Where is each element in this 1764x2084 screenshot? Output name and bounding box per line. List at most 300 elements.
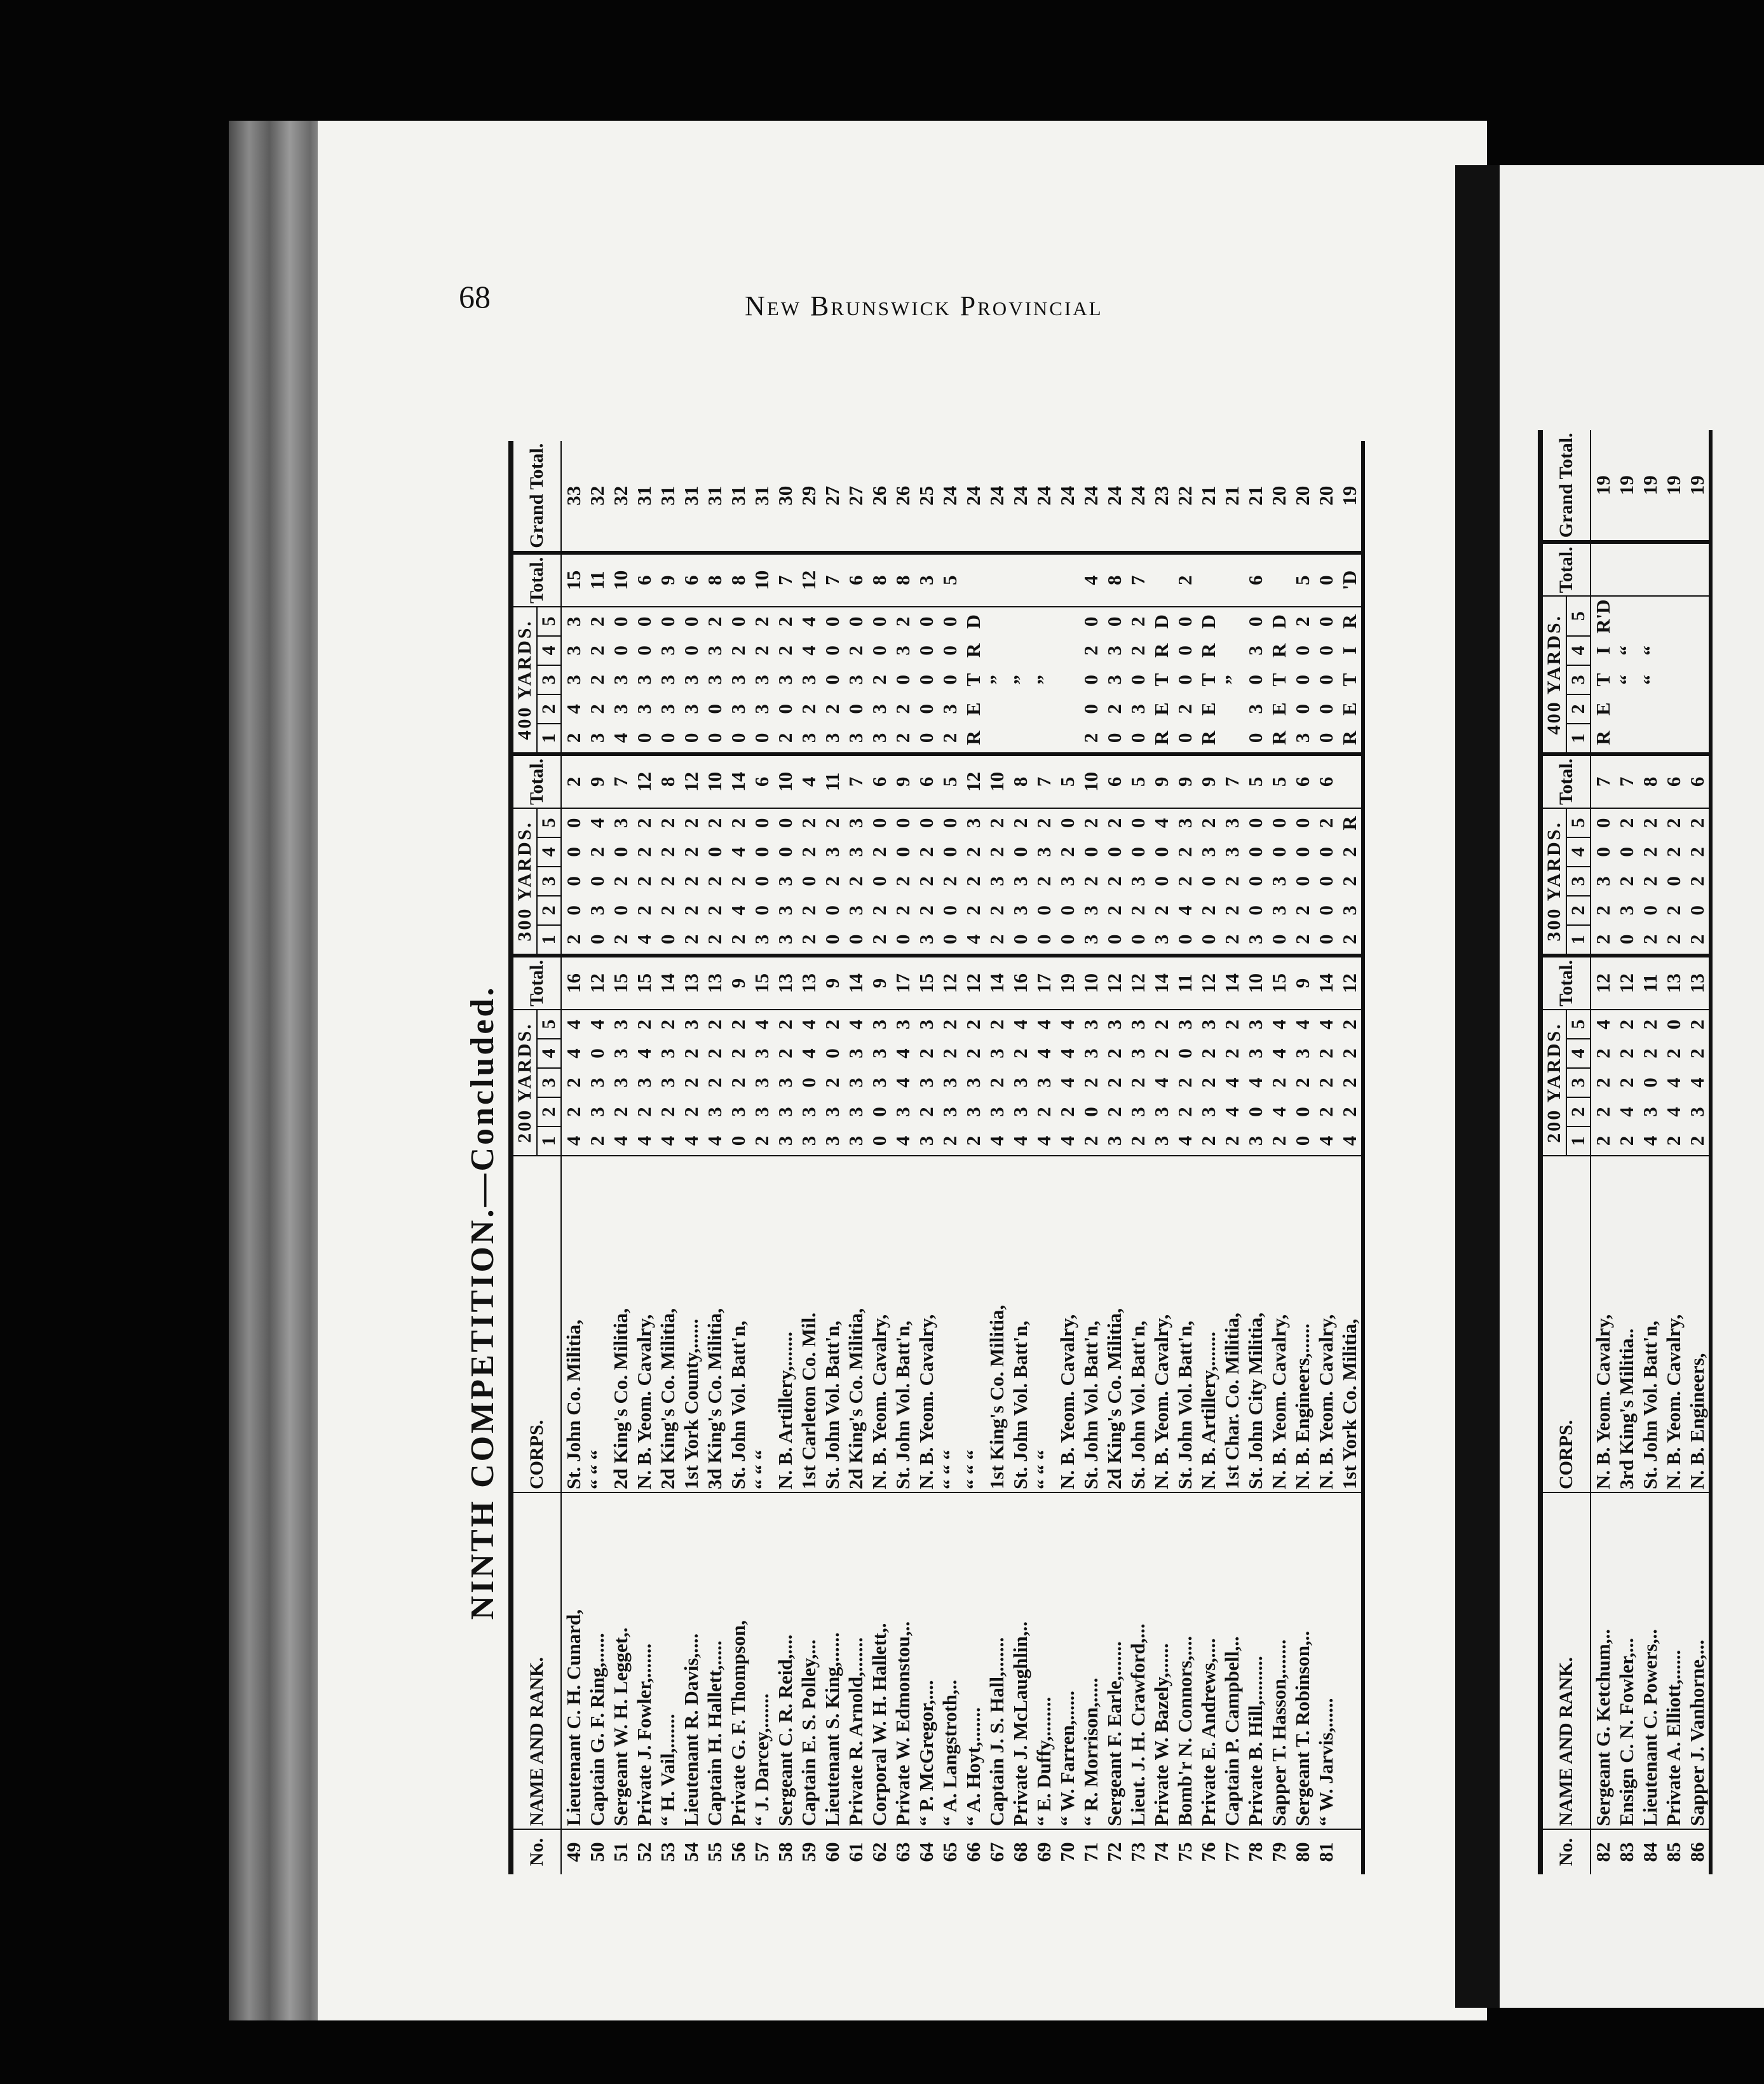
score-400-yards <box>1638 694 1662 724</box>
score-400-yards: T <box>1150 673 1172 687</box>
score-200-yards: 3 <box>845 1107 867 1117</box>
grand-total: 19 <box>1638 430 1662 542</box>
total-300-yards: 10 <box>773 754 797 808</box>
score-300-yards: 2 <box>1291 905 1313 916</box>
shot-200-5-header: 5 <box>537 1010 561 1039</box>
competitor-number: 82 <box>1592 1842 1614 1862</box>
total-300-yards: 5 <box>1126 754 1150 808</box>
competitor-number: 52 <box>633 1842 655 1862</box>
score-200-yards: 2 <box>938 1127 961 1156</box>
score-300-yards: 2 <box>797 905 820 916</box>
competitor-name-rank: Corporal W. H. Hallett,. <box>867 1492 891 1829</box>
shot-200-2-header: 2 <box>1566 1097 1591 1127</box>
total-300-yards: 6 <box>1314 754 1338 808</box>
total-300-yards: 5 <box>1055 754 1079 808</box>
score-300-yards: 2 <box>1639 876 1661 886</box>
total-200-yards: 9 <box>1291 956 1314 1010</box>
competitor-corps: N. B. Yeom. Cavalry, <box>867 1156 891 1492</box>
score-300-yards: 2 <box>1638 925 1662 956</box>
score-200-yards: 2 <box>1033 1107 1055 1117</box>
score-200-yards: 2 <box>986 1078 1008 1088</box>
score-300-yards: 2 <box>1056 847 1078 857</box>
competitor-corps: N. B. Yeom. Cavalry, <box>632 1156 656 1492</box>
score-300-yards: 0 <box>1056 905 1078 916</box>
score-400-yards: T <box>1268 673 1290 687</box>
score-300-yards: 4 <box>1150 818 1172 829</box>
score-200-yards: 2 <box>962 1019 984 1030</box>
score-400-yards: 0 <box>845 616 867 627</box>
shot-200-2-header: 2 <box>537 1097 561 1127</box>
score-200-yards: 4 <box>1662 1078 1685 1088</box>
score-400-yards: 3 <box>774 675 796 685</box>
score-200-yards: 0 <box>1244 1107 1266 1117</box>
shot-200-3-header: 3 <box>1566 1068 1591 1097</box>
grand-total: 31 <box>726 441 750 553</box>
grand-total: 24 <box>961 441 985 553</box>
score-200-yards: 3 <box>1197 1107 1219 1117</box>
total-400-yards: 8 <box>726 553 750 607</box>
score-300-yards: 2 <box>867 925 891 956</box>
competitor-number: 50 <box>586 1842 608 1862</box>
score-400-yards: 0 <box>1080 704 1102 714</box>
score-300-yards: 2 <box>633 847 655 857</box>
score-400-yards: 0 <box>750 724 773 754</box>
score-200-yards: 0 <box>867 1127 891 1156</box>
page-number: 68 <box>459 279 491 315</box>
competitor-number <box>1338 1829 1363 1874</box>
shot-400-3-header: 3 <box>537 665 561 694</box>
score-200-yards: 3 <box>633 1078 655 1088</box>
score-400-yards: R <box>1338 724 1363 754</box>
col-200-yards: 200 YARDS. <box>1540 1010 1566 1156</box>
competitor-corps: 2d King's Co. Militia, <box>609 1156 632 1492</box>
table-row <box>750 441 773 1874</box>
score-200-yards: 2 <box>1338 1010 1363 1039</box>
score-200-yards: 3 <box>845 1048 867 1059</box>
score-400-yards: R <box>1268 643 1290 658</box>
score-200-yards: 2 <box>1150 1048 1172 1059</box>
competitor-name-rank: Captain P. Campbell,.. <box>1220 1492 1244 1829</box>
competitor-corps: “ “ “ <box>938 1156 961 1492</box>
score-200-yards: 2 <box>1174 1078 1196 1088</box>
score-200-yards: 3 <box>680 1019 702 1030</box>
score-200-yards: 3 <box>656 1048 679 1059</box>
table-row <box>1197 441 1220 1874</box>
table-row <box>1032 441 1055 1874</box>
table-row <box>961 441 985 1874</box>
score-400-yards: 0 <box>680 616 702 627</box>
score-200-yards: 3 <box>586 1078 608 1088</box>
score-400-yards: T <box>1338 665 1363 694</box>
competitor-number: 62 <box>868 1842 890 1862</box>
score-300-yards: 2 <box>1662 925 1685 956</box>
total-300-yards: 5 <box>1267 754 1291 808</box>
total-400-yards: 5 <box>938 553 961 607</box>
score-300-yards: 3 <box>1592 876 1614 886</box>
score-400-yards: 3 <box>1291 724 1314 754</box>
score-400-yards <box>1615 724 1638 754</box>
score-200-yards: 2 <box>1592 1048 1614 1059</box>
grand-total: 19 <box>1338 441 1363 553</box>
score-200-yards: 3 <box>1080 1048 1102 1059</box>
score-200-yards: 2 <box>562 1078 585 1088</box>
score-400-yards: D <box>1150 614 1172 629</box>
score-300-yards: 0 <box>939 847 961 857</box>
competitor-name-rank: Private A. Elliott,...... <box>1662 1492 1685 1829</box>
competitor-number: 59 <box>797 1842 820 1862</box>
score-200-yards: 4 <box>1150 1078 1172 1088</box>
competitor-corps: N. B. Yeom. Cavalry, <box>1314 1156 1338 1492</box>
score-400-yards: 0 <box>609 646 632 656</box>
grand-total: 20 <box>1314 441 1338 553</box>
score-300-yards: 4 <box>632 925 656 956</box>
score-200-yards: 4 <box>561 1127 585 1156</box>
score-300-yards: 3 <box>1268 905 1290 916</box>
score-300-yards: 2 <box>868 905 890 916</box>
col-grand-total: Grand Total. <box>511 441 561 553</box>
score-300-yards: 2 <box>703 818 726 829</box>
competitor-name-rank: “ E. Duffy,........ <box>1032 1492 1055 1829</box>
competitor-name-rank: Lieutenant S. King,...... <box>820 1492 844 1829</box>
table-row <box>585 441 609 1874</box>
score-300-yards: 3 <box>1338 896 1363 925</box>
score-400-yards <box>1685 596 1711 635</box>
score-400-yards: 3 <box>562 675 585 685</box>
total-400-yards: 6 <box>632 553 656 607</box>
grand-total: 24 <box>1102 441 1126 553</box>
score-300-yards: 0 <box>1267 925 1291 956</box>
competitor-name-rank: Sapper J. Vanhorne,... <box>1685 1492 1711 1829</box>
total-300-yards: 2 <box>561 754 585 808</box>
score-400-yards: 0 <box>680 646 702 656</box>
score-300-yards: 3 <box>1033 847 1055 857</box>
score-300-yards: 2 <box>1685 808 1711 837</box>
score-300-yards: 0 <box>868 876 890 886</box>
grand-total: 22 <box>1173 441 1197 553</box>
score-200-yards: 0 <box>1662 1019 1685 1030</box>
score-200-yards: 4 <box>985 1127 1008 1156</box>
table-row <box>773 441 797 1874</box>
score-300-yards: 0 <box>1033 905 1055 916</box>
shot-400-2-header: 2 <box>1566 694 1591 724</box>
score-300-yards: 0 <box>939 818 961 829</box>
total-300-yards: 6 <box>914 754 938 808</box>
score-400-yards: 0 <box>1244 724 1267 754</box>
competitor-corps: St. John Vol. Batt'n, <box>1173 1156 1197 1492</box>
score-200-yards: 3 <box>1009 1107 1031 1117</box>
score-300-yards: 2 <box>703 905 726 916</box>
table-row <box>1220 441 1244 1874</box>
score-400-yards <box>1055 724 1079 754</box>
score-200-yards: 2 <box>1615 1078 1638 1088</box>
score-200-yards: 4 <box>892 1078 914 1088</box>
table-row <box>1615 430 1638 1874</box>
score-400-yards: 0 <box>633 616 655 627</box>
total-300-yards: 10 <box>985 754 1008 808</box>
score-400-yards: T <box>1197 673 1219 687</box>
score-300-yards: 2 <box>656 905 679 916</box>
col-400-yards: 400 YARDS. <box>511 607 537 754</box>
competitor-name-rank: Private G. F. Thompson, <box>726 1492 750 1829</box>
score-400-yards: 3 <box>1127 704 1149 714</box>
score-200-yards: 2 <box>1079 1127 1102 1156</box>
score-400-yards: “ <box>1639 646 1661 656</box>
score-300-yards: 2 <box>726 925 750 956</box>
shot-400-1-header: 1 <box>1566 724 1591 754</box>
total-300-yards: 6 <box>1662 754 1685 808</box>
score-300-yards: 0 <box>774 847 796 857</box>
competitor-name-rank: Sergeant G. Ketchum,.. <box>1591 1492 1615 1829</box>
score-300-yards: 2 <box>1615 818 1638 829</box>
total-300-yards: 9 <box>1197 754 1220 808</box>
score-table <box>508 441 1365 1874</box>
score-200-yards: 4 <box>1056 1078 1078 1088</box>
score-300-yards: 2 <box>1033 818 1055 829</box>
score-300-yards: 2 <box>679 925 703 956</box>
total-300-yards: 9 <box>1173 754 1197 808</box>
score-200-yards: 2 <box>821 1078 843 1088</box>
score-300-yards: 2 <box>915 847 937 857</box>
score-300-yards: 2 <box>1103 818 1125 829</box>
total-400-yards: 4 <box>1079 553 1102 607</box>
total-200-yards: 15 <box>632 956 656 1010</box>
score-300-yards: 2 <box>986 818 1008 829</box>
score-300-yards: 4 <box>586 818 608 829</box>
score-200-yards: 3 <box>821 1107 843 1117</box>
score-300-yards: 0 <box>1315 876 1337 886</box>
score-400-yards: 2 <box>892 616 914 627</box>
competitor-number: 69 <box>1033 1842 1055 1862</box>
score-200-yards: 3 <box>1639 1107 1661 1117</box>
score-200-yards: 3 <box>1150 1107 1172 1117</box>
table-row <box>1662 430 1685 1874</box>
score-400-yards <box>985 636 1008 665</box>
total-200-yards: 12 <box>585 956 609 1010</box>
score-200-yards: 2 <box>750 1127 773 1156</box>
competitor-corps: N. B. Engineers,...... <box>1291 1156 1314 1492</box>
total-200-yards: 17 <box>891 956 914 1010</box>
competitor-corps: N. B. Yeom. Cavalry, <box>1150 1156 1173 1492</box>
score-400-yards: 3 <box>868 704 890 714</box>
shot-300-3-header: 3 <box>537 867 561 896</box>
score-400-yards <box>1220 607 1244 636</box>
score-200-yards: 4 <box>586 1019 608 1030</box>
total-300-yards: 6 <box>1291 754 1314 808</box>
score-300-yards: 0 <box>1244 847 1266 857</box>
score-200-yards: 2 <box>1221 1019 1243 1030</box>
score-200-yards: 0 <box>1291 1107 1313 1117</box>
score-300-yards: 2 <box>656 847 679 857</box>
score-300-yards: 2 <box>586 847 608 857</box>
score-400-yards: 0 <box>1126 724 1150 754</box>
total-300-yards: 8 <box>656 754 679 808</box>
table-row <box>1685 430 1711 1874</box>
total-300-yards: 5 <box>938 754 961 808</box>
score-400-yards: I <box>1592 646 1614 654</box>
score-200-yards: 3 <box>1009 1078 1031 1088</box>
competitor-number: 55 <box>703 1842 726 1862</box>
competitor-number: 58 <box>774 1842 796 1862</box>
score-400-yards: 2 <box>1127 616 1149 627</box>
score-300-yards: 2 <box>680 876 702 886</box>
table-row <box>1102 441 1126 1874</box>
total-400-yards: 0 <box>1314 553 1338 607</box>
score-200-yards: 3 <box>727 1107 749 1117</box>
score-200-yards: 2 <box>1056 1107 1078 1117</box>
score-400-yards <box>1055 665 1079 694</box>
total-300-yards: 11 <box>820 754 844 808</box>
score-200-yards: 2 <box>1197 1127 1220 1156</box>
competitor-name-rank: Sergeant W. H. Legget,. <box>609 1492 632 1829</box>
competitor-name-rank: Lieutenant C. H. Cunard, <box>561 1492 585 1829</box>
competitor-name-rank: Ensign C. N. Fowler,... <box>1615 1492 1638 1829</box>
grand-total: 21 <box>1220 441 1244 553</box>
competitor-name-rank: “ H. Vail,....... <box>656 1492 679 1829</box>
grand-total: 31 <box>703 441 726 553</box>
total-400-yards: 10 <box>750 553 773 607</box>
score-400-yards: 0 <box>939 675 961 685</box>
total-200-yards: 11 <box>1173 956 1197 1010</box>
score-300-yards: 2 <box>680 905 702 916</box>
score-400-yards: 0 <box>914 724 938 754</box>
score-400-yards: 2 <box>845 646 867 656</box>
score-200-yards: 3 <box>962 1107 984 1117</box>
total-400-yards <box>1591 542 1615 596</box>
score-400-yards <box>1220 724 1244 754</box>
score-300-yards: 2 <box>1615 876 1638 886</box>
score-400-yards: 0 <box>1102 724 1126 754</box>
competitor-number: 76 <box>1197 1842 1219 1862</box>
score-400-yards: 3 <box>867 724 891 754</box>
score-200-yards: 3 <box>892 1107 914 1117</box>
score-200-yards: 0 <box>797 1078 820 1088</box>
col-name-rank: NAME AND RANK. <box>1540 1492 1591 1829</box>
score-400-yards: 0 <box>821 616 843 627</box>
total-400-yards: 8 <box>1102 553 1126 607</box>
score-400-yards: 0 <box>1315 616 1337 627</box>
score-400-yards: 3 <box>703 646 726 656</box>
shot-300-1-header: 1 <box>537 925 561 956</box>
score-300-yards: 2 <box>1592 905 1614 916</box>
score-300-yards: 0 <box>1268 847 1290 857</box>
score-200-yards: 2 <box>727 1078 749 1088</box>
score-400-yards: 3 <box>703 675 726 685</box>
score-200-yards: 3 <box>656 1078 679 1088</box>
total-400-yards: 6 <box>1244 553 1267 607</box>
score-300-yards: 0 <box>1244 818 1266 829</box>
score-300-yards: 2 <box>985 925 1008 956</box>
score-300-yards: 0 <box>891 925 914 956</box>
score-300-yards: 2 <box>1221 905 1243 916</box>
competitor-corps: 1st Carleton Co. Mil. <box>797 1156 820 1492</box>
score-300-yards: 2 <box>1338 867 1363 896</box>
score-300-yards: 2 <box>609 876 632 886</box>
grand-total: 25 <box>914 441 938 553</box>
competitor-corps: N. B. Artillery,....... <box>773 1156 797 1492</box>
score-300-yards: 3 <box>1221 818 1243 829</box>
score-200-yards: 2 <box>939 1019 961 1030</box>
score-200-yards: 3 <box>1127 1107 1149 1117</box>
score-200-yards: 3 <box>915 1019 937 1030</box>
score-400-yards: 3 <box>750 675 773 685</box>
score-300-yards: 0 <box>609 847 632 857</box>
total-200-yards: 13 <box>773 956 797 1010</box>
score-300-yards: 2 <box>1174 847 1196 857</box>
table-row <box>609 441 632 1874</box>
grand-total: 20 <box>1267 441 1291 553</box>
shot-200-4-header: 4 <box>1566 1039 1591 1068</box>
score-200-yards: 0 <box>1639 1078 1661 1088</box>
competitor-number: 79 <box>1268 1842 1290 1862</box>
score-400-yards: “ <box>1615 675 1638 685</box>
score-200-yards: 2 <box>585 1127 609 1156</box>
competitor-corps: 2d King's Co. Militia, <box>656 1156 679 1492</box>
score-400-yards: 3 <box>656 646 679 656</box>
score-200-yards: 2 <box>1338 1039 1363 1068</box>
score-200-yards: 3 <box>1150 1127 1173 1156</box>
total-300-yards: 6 <box>1685 754 1711 808</box>
score-300-yards: 2 <box>656 876 679 886</box>
score-300-yards: 0 <box>1009 847 1031 857</box>
grand-total: 24 <box>1079 441 1102 553</box>
score-400-yards: 0 <box>868 646 890 656</box>
total-200-yards: 12 <box>961 956 985 1010</box>
col-total-400: Total. <box>511 553 561 607</box>
score-300-yards: 0 <box>750 818 773 829</box>
competitor-number: 70 <box>1056 1842 1078 1862</box>
score-400-yards: 2 <box>727 646 749 656</box>
score-300-yards: 2 <box>845 876 867 886</box>
score-200-yards: 2 <box>1267 1127 1291 1156</box>
score-400-yards: 3 <box>680 675 702 685</box>
score-300-yards: 3 <box>914 925 938 956</box>
score-300-yards: 3 <box>750 925 773 956</box>
competitor-corps: N. B. Artillery,....... <box>1197 1156 1220 1492</box>
total-400-yards: 8 <box>867 553 891 607</box>
score-400-yards <box>1032 724 1055 754</box>
score-200-yards: 2 <box>727 1048 749 1059</box>
score-200-yards: 3 <box>774 1107 796 1117</box>
total-400-yards <box>1662 542 1685 596</box>
competitor-corps: 1st York County,...... <box>679 1156 703 1492</box>
score-400-yards: T <box>962 673 984 687</box>
score-200-yards: 2 <box>1615 1048 1638 1059</box>
score-200-yards: 4 <box>1056 1048 1078 1059</box>
score-300-yards: 2 <box>1009 818 1031 829</box>
score-300-yards: 2 <box>1662 818 1685 829</box>
score-200-yards: 2 <box>1103 1048 1125 1059</box>
total-200-yards: 12 <box>1338 956 1363 1010</box>
score-300-yards: 0 <box>656 925 679 956</box>
score-200-yards: 4 <box>1221 1107 1243 1117</box>
total-400-yards <box>1220 553 1244 607</box>
score-400-yards: 0 <box>1103 616 1125 627</box>
score-400-yards: ” <box>986 675 1008 685</box>
score-300-yards: 2 <box>633 818 655 829</box>
score-300-yards: 0 <box>892 818 914 829</box>
score-300-yards: 3 <box>1127 876 1149 886</box>
score-300-yards: 0 <box>1127 847 1149 857</box>
total-300-yards: 6 <box>1102 754 1126 808</box>
total-300-yards: 9 <box>585 754 609 808</box>
score-300-yards: 0 <box>1055 925 1079 956</box>
score-400-yards: 0 <box>1174 616 1196 627</box>
competitor-number: 63 <box>892 1842 914 1862</box>
score-300-yards: 0 <box>774 818 796 829</box>
score-300-yards: 0 <box>1315 905 1337 916</box>
score-400-yards: E <box>1338 694 1363 724</box>
score-400-yards <box>1008 724 1032 754</box>
